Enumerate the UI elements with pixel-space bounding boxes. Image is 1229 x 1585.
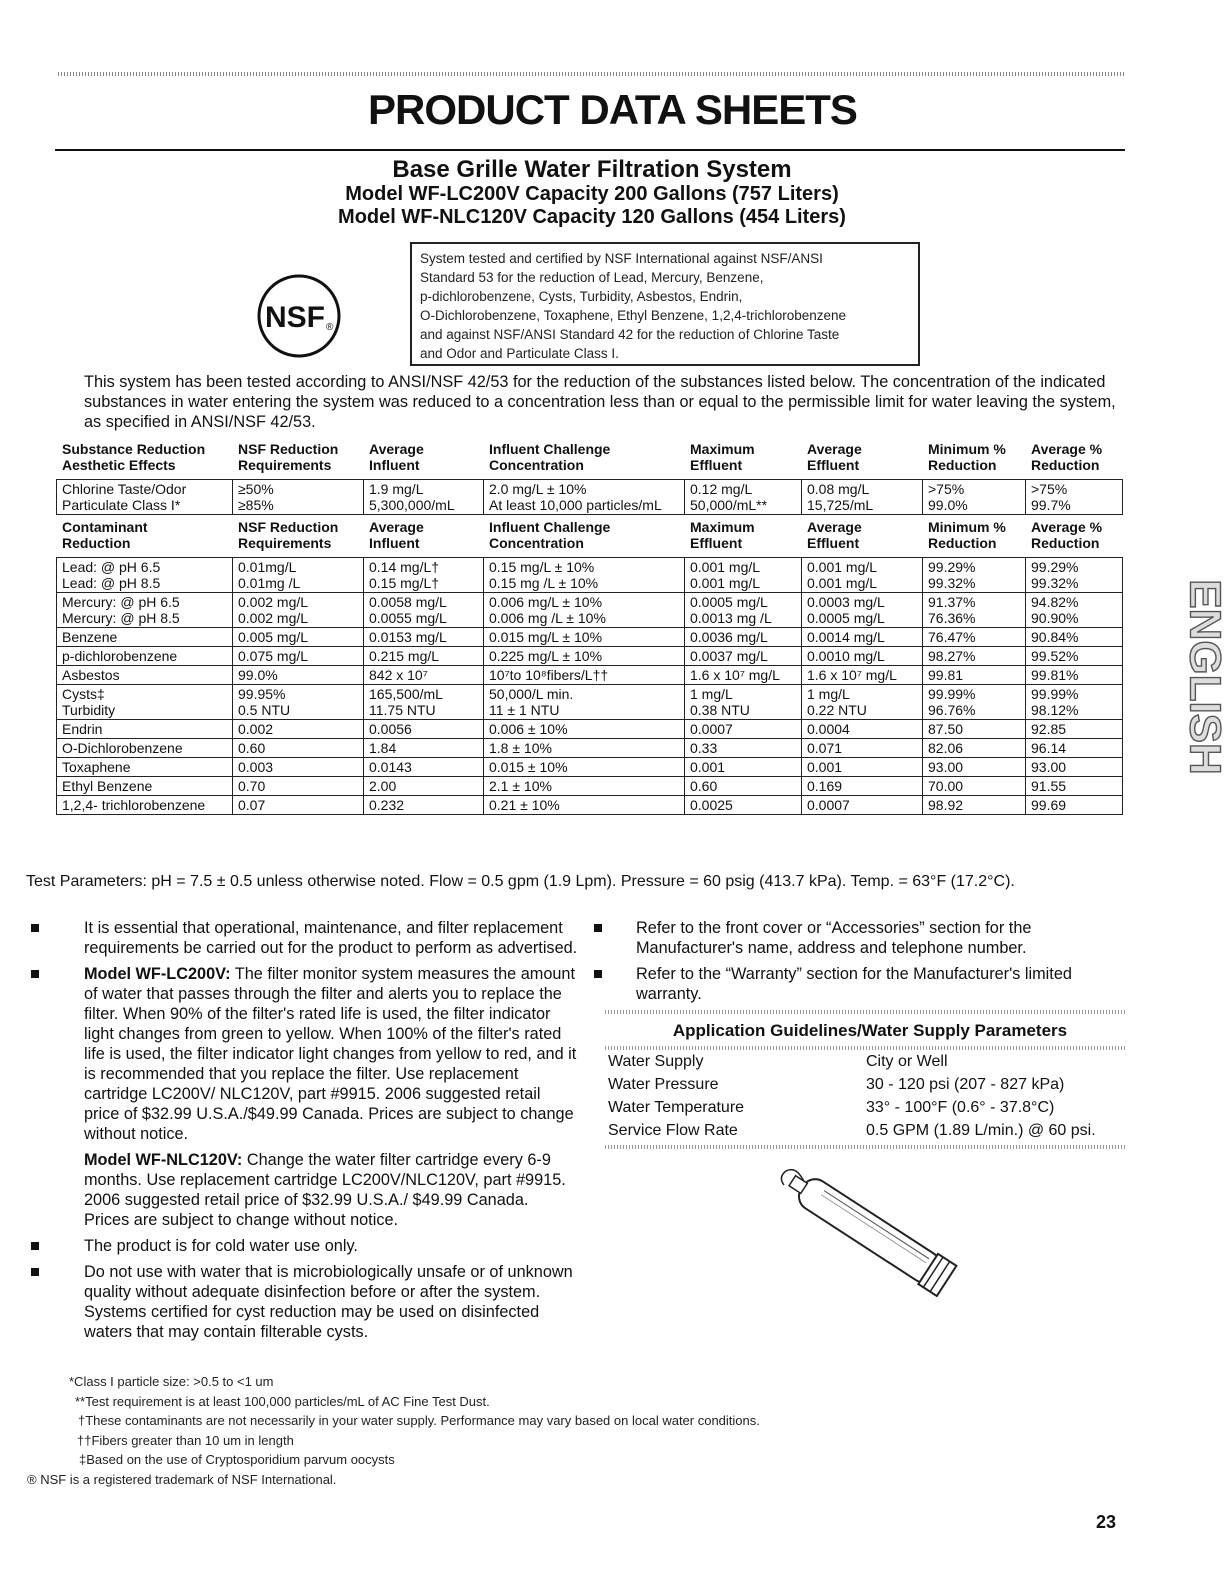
column-header: Contaminant Reduction (62, 519, 148, 551)
table-cell: 0.015 ± 10% (484, 758, 685, 777)
table-cell: 96.14 (1026, 739, 1123, 758)
page-number: 23 (1096, 1512, 1117, 1532)
table-cell: 0.07 (233, 796, 364, 815)
column-header: Average Influent (369, 519, 424, 551)
table-cell: 87.50 (923, 720, 1026, 739)
column-header: Average % Reduction (1031, 441, 1103, 473)
table-cell: 0.0037 mg/L (685, 647, 802, 666)
nsf-box-line: and against NSF/ANSI Standard 42 for the reduction of Chlorine Taste (420, 327, 840, 342)
table-cell: 0.0014 mg/L (802, 628, 923, 647)
column-header: Minimum % Reduction (928, 441, 1006, 473)
table-cell: 90.84% (1026, 628, 1123, 647)
column-header: Maximum Effluent (690, 519, 755, 551)
table-cell: 0.075 mg/L (233, 647, 364, 666)
table-cell: 0.002 mg/L 0.002 mg/L (233, 593, 364, 628)
column-header: Maximum Effluent (690, 441, 755, 473)
table-cell: 91.37% 76.36% (923, 593, 1026, 628)
table-cell: 0.0005 mg/L 0.0013 mg /L (685, 593, 802, 628)
footnote: ††Fibers greater than 10 um in length (77, 1432, 294, 1448)
nsf-box-line: Standard 53 for the reduction of Lead, Mercury, Benzene, (420, 270, 764, 285)
table-cell: 1.84 (364, 739, 484, 758)
footnote: ‡Based on the use of Cryptosporidium parvum oocysts (79, 1452, 395, 1467)
nsf-box-line: System tested and certified by NSF International against NSF/ANSI (420, 251, 823, 266)
table-cell: Endrin (57, 720, 233, 739)
table-cell: Toxaphene (57, 758, 233, 777)
column-header: Average Effluent (807, 519, 862, 551)
nsf-box-line: p-dichlorobenzene, Cysts, Turbidity, Asbestos, Endrin, (420, 289, 743, 304)
bullet-icon (31, 970, 39, 978)
title-rule (55, 149, 1125, 151)
table-cell: 0.0036 mg/L (685, 628, 802, 647)
table-cell: Asbestos (57, 666, 233, 685)
footnotes (27, 1372, 1055, 1489)
table-cell: 0.0058 mg/L 0.0055 mg/L (364, 593, 484, 628)
list-item-continuation: Model WF-NLC120V: Change the water filter cartridge every 6-9 months. Use replacement cartridge LC200V/NLC120V, part #9915. 2006 suggested retail price of $32.99 U.S.A./ $49.99 Canada. Prices are subject to change without notice. (84, 1151, 566, 1229)
table-cell: Cysts‡ Turbidity (57, 685, 233, 720)
table-cell: 0.12 mg/L 50,000/mL** (685, 480, 802, 515)
table-cell: 0.005 mg/L (233, 628, 364, 647)
model-line-2: Model WF-NLC120V Capacity 120 Gallons (454 Liters) (338, 206, 846, 228)
table-cell: 0.70 (233, 777, 364, 796)
table-cell: 0.003 (233, 758, 364, 777)
table-cell: 92.85 (1026, 720, 1123, 739)
table-cell: 0.08 mg/L 15,725/mL (802, 480, 923, 515)
table-cell: 10⁷to 10⁸fibers/L†† (484, 666, 685, 685)
footnote: *Class I particle size: >0.5 to <1 um (69, 1374, 274, 1389)
table-cell: 0.60 (685, 777, 802, 796)
table-row: Water Pressure 30 - 120 psi (207 - 827 kPa) (608, 1076, 1065, 1093)
table-cell: 0.215 mg/L (364, 647, 484, 666)
table-cell: 0.60 (233, 739, 364, 758)
table-cell: 82.06 (923, 739, 1026, 758)
table-cell: 0.001 (685, 758, 802, 777)
table-cell: 99.99% 96.76% (923, 685, 1026, 720)
table-cell: 0.15 mg/L ± 10% 0.15 mg /L ± 10% (484, 558, 685, 593)
table-row: Service Flow Rate 0.5 GPM (1.89 L/min.) @ 60 psi. (608, 1122, 1096, 1139)
table-cell: 0.0010 mg/L (802, 647, 923, 666)
table-row: Water Supply City or Well (608, 1053, 948, 1070)
table-cell: 1,2,4- trichlorobenzene (57, 796, 233, 815)
footnote: **Test requirement is at least 100,000 particles/mL of AC Fine Test Dust. (75, 1393, 490, 1409)
table-cell: 0.0007 (802, 796, 923, 815)
table-cell: 0.0007 (685, 720, 802, 739)
table-cell: 0.01mg/L 0.01mg /L (233, 558, 364, 593)
table-cell: 0.225 mg/L ± 10% (484, 647, 685, 666)
table-cell: 0.002 (233, 720, 364, 739)
table-cell: 99.52% (1026, 647, 1123, 666)
table-cell: 2.0 mg/L ± 10% At least 10,000 particles/mL (484, 480, 685, 515)
table-cell: 1 mg/L 0.38 NTU (685, 685, 802, 720)
table-cell: 0.071 (802, 739, 923, 758)
left-column (30, 918, 578, 1348)
model-label: Model WF-NLC120V: (84, 1151, 243, 1169)
bullet-icon (594, 924, 602, 932)
table-cell: 1.6 x 10⁷ mg/L (685, 666, 802, 685)
table-cell: 70.00 (923, 777, 1026, 796)
column-header: Average Influent (369, 441, 424, 473)
table-cell: 1.9 mg/L 5,300,000/mL (364, 480, 484, 515)
table-row: Water Temperature 33° - 100°F (0.6° - 37.8°C) (608, 1099, 1055, 1116)
table-cell: Lead: @ pH 6.5 Lead: @ pH 8.5 (57, 558, 233, 593)
table-cell: 0.006 ± 10% (484, 720, 685, 739)
column-header: Influent Challenge Concentration (489, 441, 611, 473)
test-parameters: Test Parameters: pH = 7.5 ± 0.5 unless otherwise noted. Flow = 0.5 gpm (1.9 Lpm). Pressure = 60 psig (413.7 kPa). Temp. = 63°F (17.2°C). (26, 873, 1015, 890)
table-cell: 0.001 (802, 758, 923, 777)
table-cell: >75% 99.0% (923, 480, 1026, 515)
intro-paragraph: This system has been tested according to ANSI/NSF 42/53 for the reduction of the substances listed below. The concentration of the indicated substances in water entering the system was reduced to a concentration less than or equal to the permissible limit for water leaving the system, as specified in ANSI/NSF 42/53. (84, 373, 1116, 431)
column-header: Minimum % Reduction (928, 519, 1006, 551)
aesthetic-table-header (56, 441, 1122, 473)
table-cell: Benzene (57, 628, 233, 647)
list-item: Do not use with water that is microbiologically unsafe or of unknown quality without adequate disinfection before or after the system. Systems certified for cyst reduction may be used on disinfected waters that may contain filterable cysts. (30, 1262, 578, 1342)
table-cell: 0.0003 mg/L 0.0005 mg/L (802, 593, 923, 628)
system-title: Base Grille Water Filtration System (392, 156, 792, 183)
table-cell: Chlorine Taste/Odor Particulate Class I* (57, 480, 233, 515)
table-cell: 91.55 (1026, 777, 1123, 796)
table-cell: 2.00 (364, 777, 484, 796)
table-cell: 0.0056 (364, 720, 484, 739)
table-cell: >75% 99.7% (1026, 480, 1123, 515)
table-cell: 98.92 (923, 796, 1026, 815)
table-cell: 50,000/L min. 11 ± 1 NTU (484, 685, 685, 720)
nsf-logo-text: NSF (265, 301, 325, 334)
nsf-certification-box (410, 242, 920, 366)
model-label: Model WF-LC200V: (84, 965, 231, 983)
page-title: PRODUCT DATA SHEETS (368, 86, 857, 133)
table-cell: 76.47% (923, 628, 1026, 647)
table-cell: 98.27% (923, 647, 1026, 666)
bullet-icon (31, 1268, 39, 1276)
bullet-icon (31, 1242, 39, 1250)
model-line-1: Model WF-LC200V Capacity 200 Gallons (757 Liters) (345, 183, 839, 205)
table-cell: 0.33 (685, 739, 802, 758)
bullet-icon (594, 970, 602, 978)
nsf-box-line: and Odor and Particulate Class I. (420, 346, 619, 361)
table-cell: 2.1 ± 10% (484, 777, 685, 796)
table-cell: p-dichlorobenzene (57, 647, 233, 666)
aesthetic-table (56, 479, 1123, 515)
application-guidelines-title: Application Guidelines/Water Supply Parameters (672, 1021, 1068, 1040)
table-cell: 842 x 10⁷ (364, 666, 484, 685)
column-header: Average % Reduction (1031, 519, 1103, 551)
table-cell: 0.232 (364, 796, 484, 815)
table-cell: 99.81% (1026, 666, 1123, 685)
table-cell: 99.29% 99.32% (923, 558, 1026, 593)
table-cell: 0.0025 (685, 796, 802, 815)
svg-text:®: ® (326, 322, 334, 333)
column-header: Average Effluent (807, 441, 862, 473)
footnote: †These contaminants are not necessarily in your water supply. Performance may vary based on local water conditions. (78, 1413, 760, 1428)
table-cell: 1.8 ± 10% (484, 739, 685, 758)
table-cell: Ethyl Benzene (57, 777, 233, 796)
list-item: Refer to the “Warranty” section for the Manufacturer's limited warranty. (593, 964, 1125, 1004)
top-dotted-rule (58, 72, 1125, 76)
list-item: It is essential that operational, maintenance, and filter replacement requirements be carried out for the product to perform as advertised. (30, 918, 578, 958)
contaminant-table-header (56, 519, 1122, 551)
table-cell: 99.69 (1026, 796, 1123, 815)
table-cell: 0.14 mg/L† 0.15 mg/L† (364, 558, 484, 593)
nsf-box-line: O-Dichlorobenzene, Toxaphene, Ethyl Benzene, 1,2,4-trichlorobenzene (420, 308, 847, 323)
english-side-tab (1181, 565, 1229, 790)
table-cell: 99.99% 98.12% (1026, 685, 1123, 720)
list-item: Refer to the front cover or “Accessories” section for the Manufacturer's name, address and telephone number. (593, 918, 1125, 958)
table-cell: 0.001 mg/L 0.001 mg/L (802, 558, 923, 593)
list-item: The product is for cold water use only. (30, 1236, 578, 1256)
table-cell: O-Dichlorobenzene (57, 739, 233, 758)
nsf-logo-icon (255, 272, 343, 360)
table-cell: 0.015 mg/L ± 10% (484, 628, 685, 647)
table-cell: 0.006 mg/L ± 10% 0.006 mg /L ± 10% (484, 593, 685, 628)
table-cell: 1.6 x 10⁷ mg/L (802, 666, 923, 685)
table-cell: 165,500/mL 11.75 NTU (364, 685, 484, 720)
table-cell: 93.00 (923, 758, 1026, 777)
table-cell: 93.00 (1026, 758, 1123, 777)
table-cell: 0.0004 (802, 720, 923, 739)
table-cell: Mercury: @ pH 6.5 Mercury: @ pH 8.5 (57, 593, 233, 628)
table-cell: 99.0% (233, 666, 364, 685)
table-cell: 0.001 mg/L 0.001 mg/L (685, 558, 802, 593)
table-cell: 99.29% 99.32% (1026, 558, 1123, 593)
footnote: ® NSF is a registered trademark of NSF International. (27, 1471, 337, 1487)
english-tab-label: ENGLISH (1180, 579, 1229, 775)
table-cell: 0.169 (802, 777, 923, 796)
column-header: NSF Reduction Requirements (238, 519, 339, 551)
list-item: Model WF-LC200V: The filter monitor system measures the amount of water that passes through the filter and alerts you to replace the filter. When 90% of the filter's rated life is used, the filter indicator light changes from green to yellow. When 100% of the filter's rated life is used, the filter indicator light changes from yellow to red, and it is recommended that you replace the filter. Use replacement cartridge LC200V/ NLC120V, part #9915. 2006 suggested retail price of $32.99 U.S.A./$49.99 Canada. Prices are subject to change without notice. (30, 964, 578, 1144)
column-header: Influent Challenge Concentration (489, 519, 611, 551)
table-cell: 99.95% 0.5 NTU (233, 685, 364, 720)
table-cell: 99.81 (923, 666, 1026, 685)
column-header: Substance Reduction Aesthetic Effects (62, 441, 206, 473)
contaminant-table (56, 557, 1123, 815)
table-cell: 0.0143 (364, 758, 484, 777)
table-cell: 0.0153 mg/L (364, 628, 484, 647)
table-cell: ≥50% ≥85% (233, 480, 364, 515)
divider (605, 1145, 1125, 1149)
divider (605, 1010, 1125, 1014)
table-cell: 0.21 ± 10% (484, 796, 685, 815)
filter-cartridge-icon (770, 1165, 965, 1295)
table-cell: 1 mg/L 0.22 NTU (802, 685, 923, 720)
right-column (593, 918, 1125, 1010)
column-header: NSF Reduction Requirements (238, 441, 339, 473)
table-cell: 94.82% 90.90% (1026, 593, 1123, 628)
bullet-icon (31, 924, 39, 932)
application-guidelines-table (608, 1050, 1123, 1142)
